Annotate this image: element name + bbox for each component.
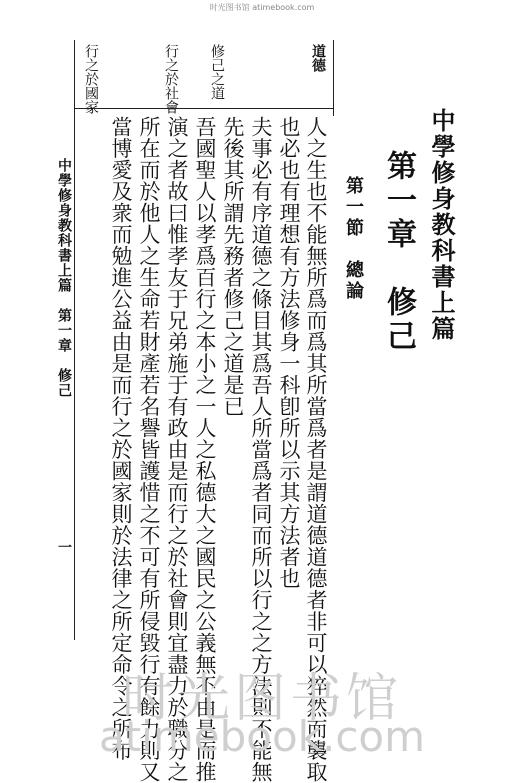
book-title: 中學修身教科書上篇: [427, 108, 456, 342]
page-number: 一: [56, 540, 72, 554]
body-column-6: 演之者故曰惟孝友于兄弟施于有政由是而行之於社會則宜盡力於職分之: [165, 116, 189, 783]
side-note-frame-left: [74, 40, 75, 640]
body-column-5: 吾國聖人以孝爲百行之本小之一人之私德大之國民之公義無不由是而推: [193, 116, 217, 783]
body-column-4: 先後其所謂先務者修己之道是已: [221, 116, 245, 417]
side-note-frame-right: [333, 40, 334, 116]
chapter-heading: 第一章 修己: [381, 150, 416, 354]
body-column-1: 人之生也不能無所爲而爲其所當爲者是謂道德道德者非可以猝然而襲取: [304, 116, 328, 783]
body-column-2: 也必也有理想有方法修身一科卽所以示其方法者也: [277, 116, 301, 589]
section-heading: 第一節 總論: [343, 176, 364, 302]
running-title: 中學修身教科書上篇 第一章 修己: [56, 158, 72, 398]
side-note-heading: 道德: [310, 44, 326, 72]
body-column-8: 當博愛及衆而勉進公益由是而行之於國家則於法律之所定命令之所布: [109, 116, 133, 761]
side-note-item-self: 修己之道: [209, 44, 225, 100]
body-column-3: 夫事必有序道德之條目其爲吾人所當爲者同而所以行之之方法則不能無: [249, 116, 273, 783]
side-note-item-society: 行之於社會: [163, 44, 179, 114]
body-column-7: 所在而於他人之生命若財產若名譽皆護惜之不可有所侵毀行有餘力則又: [137, 116, 161, 783]
side-note-item-nation: 行之於國家: [83, 44, 99, 114]
watermark-title: 时光图书馆: [121, 669, 402, 729]
top-watermark: 时光图书馆 atimebook.com: [209, 3, 315, 12]
side-note-frame-bottom: [74, 108, 334, 109]
watermark-url: atimebook.com: [98, 712, 426, 761]
